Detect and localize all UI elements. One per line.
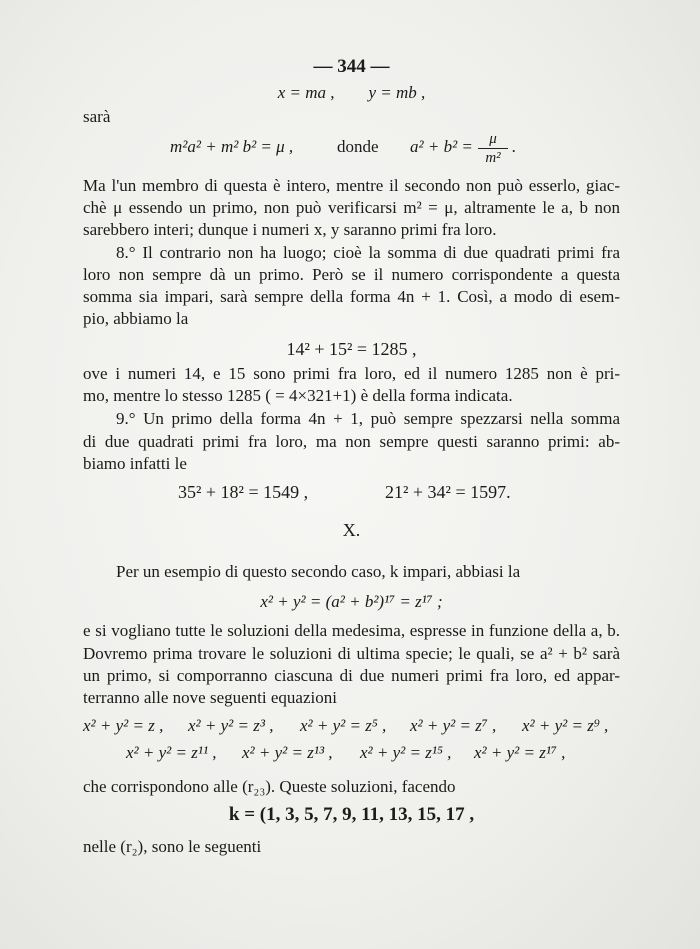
paragraph-line: somma sia impari, sarà sempre della forma 4n + 1. Così, a modo di esem-: [83, 287, 620, 306]
paragraph-line: chè μ essendo un primo, non può verificarsi m² = μ, altramente le a, b non: [83, 198, 620, 217]
equation-1597: 21² + 34² = 1597.: [385, 482, 511, 502]
equation-z17: x² + y² = (a² + b²)¹⁷ = z¹⁷ ;: [260, 592, 443, 611]
equation-xy: x = ma , y = mb ,: [277, 83, 426, 102]
equation-mu-end: .: [512, 137, 517, 156]
equation-z15: x² + y² = z¹⁵ ,: [360, 743, 452, 762]
paragraph-line: terranno alle nove seguenti equazioni: [83, 688, 337, 707]
fraction-numerator: μ: [478, 130, 508, 149]
section-title: X.: [342, 520, 361, 540]
paragraph-line: Ma l'un membro di questa è intero, mentre il secondo non può esserlo, giac-: [83, 176, 620, 195]
equation-mu-left: m²a² + m² b² = μ ,: [170, 137, 294, 156]
paragraph-line: che corrispondono alle (r₂₃). Queste soluzioni, facendo: [83, 777, 456, 796]
equation-z7: x² + y² = z⁷ ,: [410, 716, 497, 735]
equation-z5: x² + y² = z⁵ ,: [300, 716, 387, 735]
paragraph-line: Per un esempio di questo secondo caso, k impari, abbiasi la: [116, 562, 521, 581]
fraction-mu-over-m2: [478, 130, 508, 167]
paragraph-line: nelle (r₂), sono le seguenti: [83, 837, 262, 856]
equation-z3: x² + y² = z³ ,: [188, 716, 274, 735]
paragraph-line: ove i numeri 14, e 15 sono primi fra loro, ed il numero 1285 non è pri-: [83, 364, 620, 383]
paragraph-line: pio, abbiamo la: [83, 309, 189, 328]
paragraph-line: 9.° Un primo della forma 4n + 1, può sempre spezzarsi nella somma: [116, 409, 620, 428]
equation-z9: x² + y² = z⁹ ,: [522, 716, 609, 735]
paragraph-line: mo, mentre lo stesso 1285 ( = 4×321+1) è della forma indicata.: [83, 386, 513, 405]
fraction-denominator: m²: [485, 150, 501, 166]
equation-1549: 35² + 18² = 1549 ,: [178, 482, 309, 502]
paragraph-line: 8.° Il contrario non ha luogo; cioè la somma di due quadrati primi fra: [116, 243, 620, 262]
equation-z17-row: x² + y² = z¹⁷ ,: [474, 743, 566, 762]
text-sara: sarà: [83, 107, 111, 126]
paragraph-line: un primo, si comporranno ciascuna di due numeri primi fra loro, ed appar-: [83, 666, 620, 685]
equation-mu-donde: donde: [337, 137, 379, 156]
paragraph-line: di due quadrati primi fra loro, ma non sempre questi saranno primi: ab-: [83, 432, 620, 451]
equation-k-values: k = (1, 3, 5, 7, 9, 11, 13, 15, 17 ,: [228, 804, 475, 825]
page-number: — 344 —: [313, 56, 390, 77]
equation-z1: x² + y² = z ,: [83, 716, 164, 735]
equation-mu-right: a² + b² =: [410, 137, 473, 156]
equation-1285: 14² + 15² = 1285 ,: [286, 339, 417, 359]
paragraph-line: biamo infatti le: [83, 454, 187, 473]
paragraph-line: Dovremo prima trovare le soluzioni di ultima specie; le quali, se a² + b² sarà: [83, 644, 620, 663]
equation-z11: x² + y² = z¹¹ ,: [126, 743, 217, 762]
paragraph-line: loro non sempre dà un primo. Però se il numero corrispondente a questa: [83, 265, 620, 284]
paragraph-line: sarebbero interi; dunque i numeri x, y saranno primi fra loro.: [83, 220, 497, 239]
paragraph-line: e si vogliano tutte le soluzioni della medesima, espresse in funzione della a, b.: [83, 621, 620, 640]
equation-z13: x² + y² = z¹³ ,: [242, 743, 333, 762]
